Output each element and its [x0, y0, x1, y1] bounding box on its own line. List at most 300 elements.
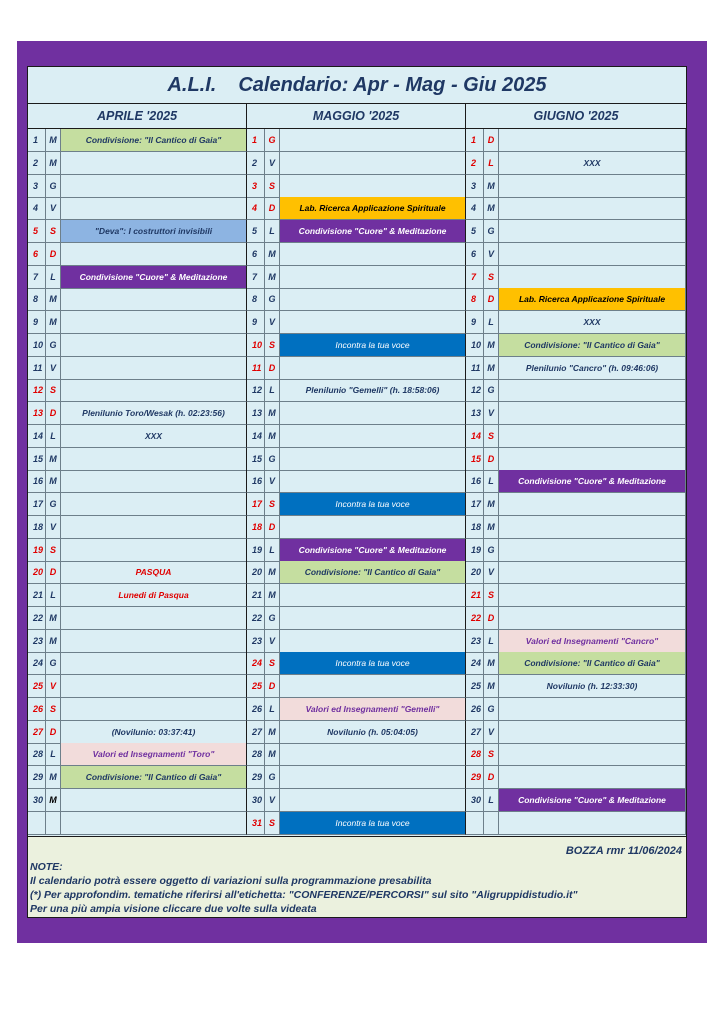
aprile-event	[61, 197, 247, 220]
aprile-event	[61, 379, 247, 402]
aprile-event: "Deva": I costruttori invisibili	[61, 220, 247, 243]
giugno-day-number: 12	[466, 379, 484, 402]
giugno-event	[499, 812, 686, 835]
calendar-row	[28, 607, 686, 630]
aprile-event	[61, 698, 247, 721]
aprile-weekday: M	[46, 288, 61, 311]
aprile-day-number: 12	[28, 379, 46, 402]
maggio-day-number: 8	[247, 288, 265, 311]
maggio-day-number: 27	[247, 721, 265, 744]
maggio-weekday: V	[265, 311, 280, 334]
aprile-event	[61, 334, 247, 357]
giugno-weekday: V	[484, 243, 499, 266]
maggio-weekday: V	[265, 152, 280, 175]
calendar-row	[28, 402, 686, 425]
maggio-event	[280, 607, 466, 630]
aprile-day-number: 17	[28, 493, 46, 516]
aprile-event: PASQUA	[61, 561, 247, 584]
aprile-event: Condivisione "Cuore" & Meditazione	[61, 266, 247, 289]
giugno-event	[499, 266, 686, 289]
maggio-event	[280, 266, 466, 289]
maggio-weekday: G	[265, 766, 280, 789]
giugno-weekday: S	[484, 743, 499, 766]
aprile-day-number: 25	[28, 675, 46, 698]
aprile-weekday: L	[46, 743, 61, 766]
aprile-event	[61, 243, 247, 266]
giugno-weekday: D	[484, 766, 499, 789]
maggio-event	[280, 129, 466, 152]
aprile-day-number: 23	[28, 630, 46, 653]
giugno-day-number: 26	[466, 698, 484, 721]
giugno-event	[499, 698, 686, 721]
giugno-day-number: 22	[466, 607, 484, 630]
giugno-event	[499, 425, 686, 448]
aprile-weekday: V	[46, 675, 61, 698]
giugno-event: XXX	[499, 152, 686, 175]
giugno-weekday: M	[484, 675, 499, 698]
aprile-event	[61, 357, 247, 380]
aprile-day-number: 4	[28, 197, 46, 220]
maggio-weekday: S	[265, 652, 280, 675]
calendar-row	[28, 561, 686, 584]
giugno-event	[499, 721, 686, 744]
maggio-event: Valori ed Insegnamenti "Gemelli"	[280, 698, 466, 721]
maggio-event	[280, 311, 466, 334]
maggio-day-number: 17	[247, 493, 265, 516]
aprile-weekday: D	[46, 243, 61, 266]
giugno-day-number: 30	[466, 789, 484, 812]
calendar-row	[28, 470, 686, 493]
maggio-event	[280, 675, 466, 698]
aprile-day-number: 22	[28, 607, 46, 630]
aprile-event	[61, 607, 247, 630]
aprile-weekday: S	[46, 539, 61, 562]
aprile-event	[61, 675, 247, 698]
aprile-event	[61, 288, 247, 311]
maggio-weekday: M	[265, 721, 280, 744]
giugno-day-number: 11	[466, 357, 484, 380]
maggio-event	[280, 288, 466, 311]
giugno-event	[499, 766, 686, 789]
calendar-row	[28, 743, 686, 766]
giugno-event	[499, 516, 686, 539]
aprile-day-number: 21	[28, 584, 46, 607]
aprile-weekday: L	[46, 584, 61, 607]
maggio-day-number: 2	[247, 152, 265, 175]
aprile-weekday: V	[46, 516, 61, 539]
maggio-event: Condivisione "Cuore" & Meditazione	[280, 539, 466, 562]
maggio-weekday: D	[265, 516, 280, 539]
maggio-event	[280, 766, 466, 789]
maggio-event: Condivisione: "Il Cantico di Gaia"	[280, 561, 466, 584]
giugno-day-number: 28	[466, 743, 484, 766]
giugno-weekday: L	[484, 470, 499, 493]
aprile-day-number: 26	[28, 698, 46, 721]
giugno-weekday: S	[484, 266, 499, 289]
giugno-weekday: G	[484, 539, 499, 562]
aprile-weekday: M	[46, 448, 61, 471]
maggio-event: Incontra la tua voce	[280, 652, 466, 675]
aprile-weekday: L	[46, 425, 61, 448]
aprile-day-number: 2	[28, 152, 46, 175]
maggio-weekday: D	[265, 675, 280, 698]
aprile-event	[61, 311, 247, 334]
maggio-day-number: 6	[247, 243, 265, 266]
maggio-event	[280, 630, 466, 653]
aprile-weekday: G	[46, 493, 61, 516]
calendar-row	[28, 266, 686, 289]
maggio-day-number: 4	[247, 197, 265, 220]
maggio-weekday: L	[265, 379, 280, 402]
aprile-event	[61, 448, 247, 471]
aprile-day-number: 18	[28, 516, 46, 539]
giugno-event	[499, 402, 686, 425]
maggio-weekday: M	[265, 425, 280, 448]
giugno-day-number: 23	[466, 630, 484, 653]
maggio-event	[280, 425, 466, 448]
maggio-weekday: V	[265, 630, 280, 653]
giugno-day-number: 13	[466, 402, 484, 425]
aprile-event	[61, 175, 247, 198]
giugno-weekday: G	[484, 698, 499, 721]
aprile-day-number: 24	[28, 652, 46, 675]
aprile-weekday: V	[46, 197, 61, 220]
giugno-weekday: V	[484, 402, 499, 425]
maggio-day-number: 15	[247, 448, 265, 471]
giugno-day-number: 20	[466, 561, 484, 584]
calendar-row	[28, 448, 686, 471]
maggio-day-number: 26	[247, 698, 265, 721]
giugno-weekday: L	[484, 630, 499, 653]
maggio-event	[280, 470, 466, 493]
giugno-event	[499, 197, 686, 220]
note-line: Per una più ampia visione cliccare due volte sulla videata	[30, 903, 317, 915]
calendar-row	[28, 812, 686, 835]
aprile-event	[61, 789, 247, 812]
maggio-day-number: 31	[247, 812, 265, 835]
giugno-weekday: S	[484, 425, 499, 448]
maggio-event	[280, 743, 466, 766]
calendar-row	[28, 675, 686, 698]
draft-stamp: BOZZA rmr 11/06/2024	[565, 845, 682, 857]
maggio-day-number: 29	[247, 766, 265, 789]
giugno-day-number: 7	[466, 266, 484, 289]
aprile-weekday: G	[46, 334, 61, 357]
maggio-weekday: L	[265, 698, 280, 721]
giugno-weekday: V	[484, 561, 499, 584]
maggio-weekday: V	[265, 789, 280, 812]
giugno-day-number: 14	[466, 425, 484, 448]
giugno-day-number: 8	[466, 288, 484, 311]
aprile-day-number: 1	[28, 129, 46, 152]
calendar-row	[28, 152, 686, 175]
giugno-day-number: 18	[466, 516, 484, 539]
month-header-giugno: GIUGNO '2025	[466, 104, 686, 129]
aprile-day-number: 11	[28, 357, 46, 380]
giugno-weekday: M	[484, 175, 499, 198]
giugno-event: Valori ed Insegnamenti "Cancro"	[499, 630, 686, 653]
calendar-row	[28, 698, 686, 721]
aprile-day-number: 27	[28, 721, 46, 744]
aprile-event	[61, 493, 247, 516]
giugno-day-number: 17	[466, 493, 484, 516]
aprile-weekday: D	[46, 402, 61, 425]
calendar-title: Calendario: Apr - Mag - Giu 2025	[238, 73, 547, 96]
giugno-event: Condivisione: "Il Cantico di Gaia"	[499, 652, 686, 675]
calendar-row	[28, 766, 686, 789]
aprile-event: (Novilunio: 03:37:41)	[61, 721, 247, 744]
giugno-day-number	[466, 812, 484, 835]
aprile-day-number	[28, 812, 46, 835]
calendar-row	[28, 493, 686, 516]
calendar-row	[28, 630, 686, 653]
calendar-row	[28, 652, 686, 675]
giugno-day-number: 6	[466, 243, 484, 266]
giugno-event	[499, 539, 686, 562]
giugno-event: Lab. Ricerca Applicazione Spirituale	[499, 288, 686, 311]
giugno-event: XXX	[499, 311, 686, 334]
maggio-weekday: G	[265, 129, 280, 152]
maggio-weekday: V	[265, 470, 280, 493]
maggio-event: Lab. Ricerca Applicazione Spirituale	[280, 197, 466, 220]
aprile-weekday: M	[46, 789, 61, 812]
maggio-day-number: 12	[247, 379, 265, 402]
giugno-day-number: 1	[466, 129, 484, 152]
maggio-event	[280, 152, 466, 175]
calendar-row	[28, 175, 686, 198]
giugno-event	[499, 584, 686, 607]
maggio-day-number: 30	[247, 789, 265, 812]
aprile-day-number: 7	[28, 266, 46, 289]
maggio-weekday: S	[265, 175, 280, 198]
maggio-event: Incontra la tua voce	[280, 334, 466, 357]
aprile-day-number: 28	[28, 743, 46, 766]
maggio-weekday: M	[265, 243, 280, 266]
maggio-day-number: 13	[247, 402, 265, 425]
aprile-event	[61, 630, 247, 653]
maggio-day-number: 3	[247, 175, 265, 198]
maggio-event: Incontra la tua voce	[280, 812, 466, 835]
aprile-weekday: D	[46, 721, 61, 744]
aprile-weekday: G	[46, 652, 61, 675]
maggio-weekday: M	[265, 584, 280, 607]
aprile-event	[61, 470, 247, 493]
giugno-weekday: G	[484, 220, 499, 243]
giugno-event: Novilunio (h. 12:33:30)	[499, 675, 686, 698]
aprile-weekday: M	[46, 470, 61, 493]
aprile-weekday	[46, 812, 61, 835]
giugno-weekday: M	[484, 197, 499, 220]
maggio-event	[280, 357, 466, 380]
giugno-day-number: 19	[466, 539, 484, 562]
giugno-event: Plenilunio "Cancro" (h. 09:46:06)	[499, 357, 686, 380]
note-line: (*) Per approfondim. tematiche riferirsi all'etichetta: "CONFERENZE/PERCORSI" sul sito "Aligruppidistudio.it"	[30, 889, 578, 901]
maggio-event	[280, 402, 466, 425]
giugno-day-number: 15	[466, 448, 484, 471]
giugno-event	[499, 743, 686, 766]
aprile-day-number: 13	[28, 402, 46, 425]
aprile-weekday: M	[46, 129, 61, 152]
aprile-day-number: 19	[28, 539, 46, 562]
aprile-day-number: 15	[28, 448, 46, 471]
maggio-weekday: D	[265, 357, 280, 380]
calendar-row	[28, 425, 686, 448]
maggio-event: Condivisione "Cuore" & Meditazione	[280, 220, 466, 243]
calendar-row	[28, 129, 686, 152]
maggio-event: Incontra la tua voce	[280, 493, 466, 516]
maggio-event: Novilunio (h. 05:04:05)	[280, 721, 466, 744]
aprile-event: XXX	[61, 425, 247, 448]
maggio-day-number: 14	[247, 425, 265, 448]
aprile-weekday: M	[46, 152, 61, 175]
maggio-event	[280, 789, 466, 812]
giugno-event	[499, 561, 686, 584]
maggio-event	[280, 175, 466, 198]
maggio-weekday: L	[265, 220, 280, 243]
aprile-event: Plenilunio Toro/Wesak (h. 02:23:56)	[61, 402, 247, 425]
maggio-weekday: D	[265, 197, 280, 220]
aprile-event: Condivisione: "Il Cantico di Gaia"	[61, 766, 247, 789]
giugno-weekday: L	[484, 152, 499, 175]
page-title	[28, 67, 686, 104]
maggio-weekday: S	[265, 812, 280, 835]
giugno-event: Condivisione "Cuore" & Meditazione	[499, 789, 686, 812]
calendar-row	[28, 379, 686, 402]
giugno-day-number: 2	[466, 152, 484, 175]
giugno-event	[499, 379, 686, 402]
maggio-day-number: 18	[247, 516, 265, 539]
month-headers	[28, 104, 686, 129]
giugno-day-number: 10	[466, 334, 484, 357]
giugno-weekday: M	[484, 493, 499, 516]
maggio-weekday: M	[265, 561, 280, 584]
giugno-day-number: 21	[466, 584, 484, 607]
aprile-day-number: 14	[28, 425, 46, 448]
calendar-row	[28, 721, 686, 744]
maggio-weekday: L	[265, 539, 280, 562]
aprile-event: Valori ed Insegnamenti "Toro"	[61, 743, 247, 766]
maggio-day-number: 5	[247, 220, 265, 243]
aprile-day-number: 16	[28, 470, 46, 493]
maggio-weekday: M	[265, 266, 280, 289]
calendar-row	[28, 288, 686, 311]
aprile-weekday: S	[46, 698, 61, 721]
maggio-day-number: 9	[247, 311, 265, 334]
maggio-event	[280, 516, 466, 539]
giugno-day-number: 5	[466, 220, 484, 243]
aprile-event	[61, 812, 247, 835]
aprile-weekday: S	[46, 379, 61, 402]
aprile-weekday: L	[46, 266, 61, 289]
maggio-weekday: M	[265, 402, 280, 425]
month-header-maggio: MAGGIO '2025	[247, 104, 466, 129]
maggio-day-number: 20	[247, 561, 265, 584]
giugno-day-number: 3	[466, 175, 484, 198]
giugno-event	[499, 607, 686, 630]
maggio-weekday: G	[265, 607, 280, 630]
aprile-weekday: V	[46, 357, 61, 380]
giugno-event	[499, 243, 686, 266]
giugno-event	[499, 129, 686, 152]
maggio-day-number: 21	[247, 584, 265, 607]
aprile-weekday: S	[46, 220, 61, 243]
giugno-event	[499, 175, 686, 198]
aprile-day-number: 29	[28, 766, 46, 789]
aprile-weekday: M	[46, 607, 61, 630]
giugno-weekday: M	[484, 516, 499, 539]
aprile-day-number: 20	[28, 561, 46, 584]
giugno-weekday: M	[484, 652, 499, 675]
giugno-weekday: D	[484, 448, 499, 471]
giugno-day-number: 9	[466, 311, 484, 334]
aprile-day-number: 5	[28, 220, 46, 243]
giugno-day-number: 16	[466, 470, 484, 493]
maggio-day-number: 16	[247, 470, 265, 493]
maggio-event: Plenilunio "Gemelli" (h. 18:58:06)	[280, 379, 466, 402]
aprile-event: Lunedi di Pasqua	[61, 584, 247, 607]
giugno-weekday	[484, 812, 499, 835]
aprile-event	[61, 539, 247, 562]
aprile-weekday: D	[46, 561, 61, 584]
aprile-weekday: M	[46, 311, 61, 334]
giugno-weekday: G	[484, 379, 499, 402]
aprile-event	[61, 516, 247, 539]
note-line: Il calendario potrà essere oggetto di variazioni sulla programmazione presabilita	[30, 875, 432, 887]
month-header-aprile: APRILE '2025	[28, 104, 247, 129]
giugno-day-number: 4	[466, 197, 484, 220]
aprile-weekday: G	[46, 175, 61, 198]
aprile-event	[61, 652, 247, 675]
maggio-weekday: S	[265, 493, 280, 516]
maggio-day-number: 11	[247, 357, 265, 380]
giugno-weekday: D	[484, 129, 499, 152]
aprile-weekday: M	[46, 630, 61, 653]
giugno-day-number: 24	[466, 652, 484, 675]
giugno-weekday: L	[484, 789, 499, 812]
calendar-row	[28, 516, 686, 539]
aprile-day-number: 3	[28, 175, 46, 198]
giugno-weekday: L	[484, 311, 499, 334]
calendar-row	[28, 220, 686, 243]
maggio-weekday: G	[265, 288, 280, 311]
calendar-row	[28, 357, 686, 380]
aprile-day-number: 30	[28, 789, 46, 812]
aprile-event: Condivisione: "Il Cantico di Gaia"	[61, 129, 247, 152]
giugno-event: Condivisione: "Il Cantico di Gaia"	[499, 334, 686, 357]
aprile-day-number: 9	[28, 311, 46, 334]
calendar-row	[28, 334, 686, 357]
giugno-weekday: M	[484, 357, 499, 380]
giugno-day-number: 25	[466, 675, 484, 698]
maggio-weekday: G	[265, 448, 280, 471]
giugno-weekday: D	[484, 607, 499, 630]
giugno-weekday: V	[484, 721, 499, 744]
org-name: A.L.I.	[167, 73, 217, 96]
maggio-day-number: 25	[247, 675, 265, 698]
aprile-day-number: 10	[28, 334, 46, 357]
giugno-weekday: S	[484, 584, 499, 607]
maggio-day-number: 19	[247, 539, 265, 562]
maggio-day-number: 28	[247, 743, 265, 766]
aprile-weekday: M	[46, 766, 61, 789]
calendar-row	[28, 789, 686, 812]
giugno-day-number: 27	[466, 721, 484, 744]
giugno-day-number: 29	[466, 766, 484, 789]
maggio-day-number: 7	[247, 266, 265, 289]
maggio-event	[280, 243, 466, 266]
notes-section	[28, 836, 686, 917]
calendar-row	[28, 584, 686, 607]
